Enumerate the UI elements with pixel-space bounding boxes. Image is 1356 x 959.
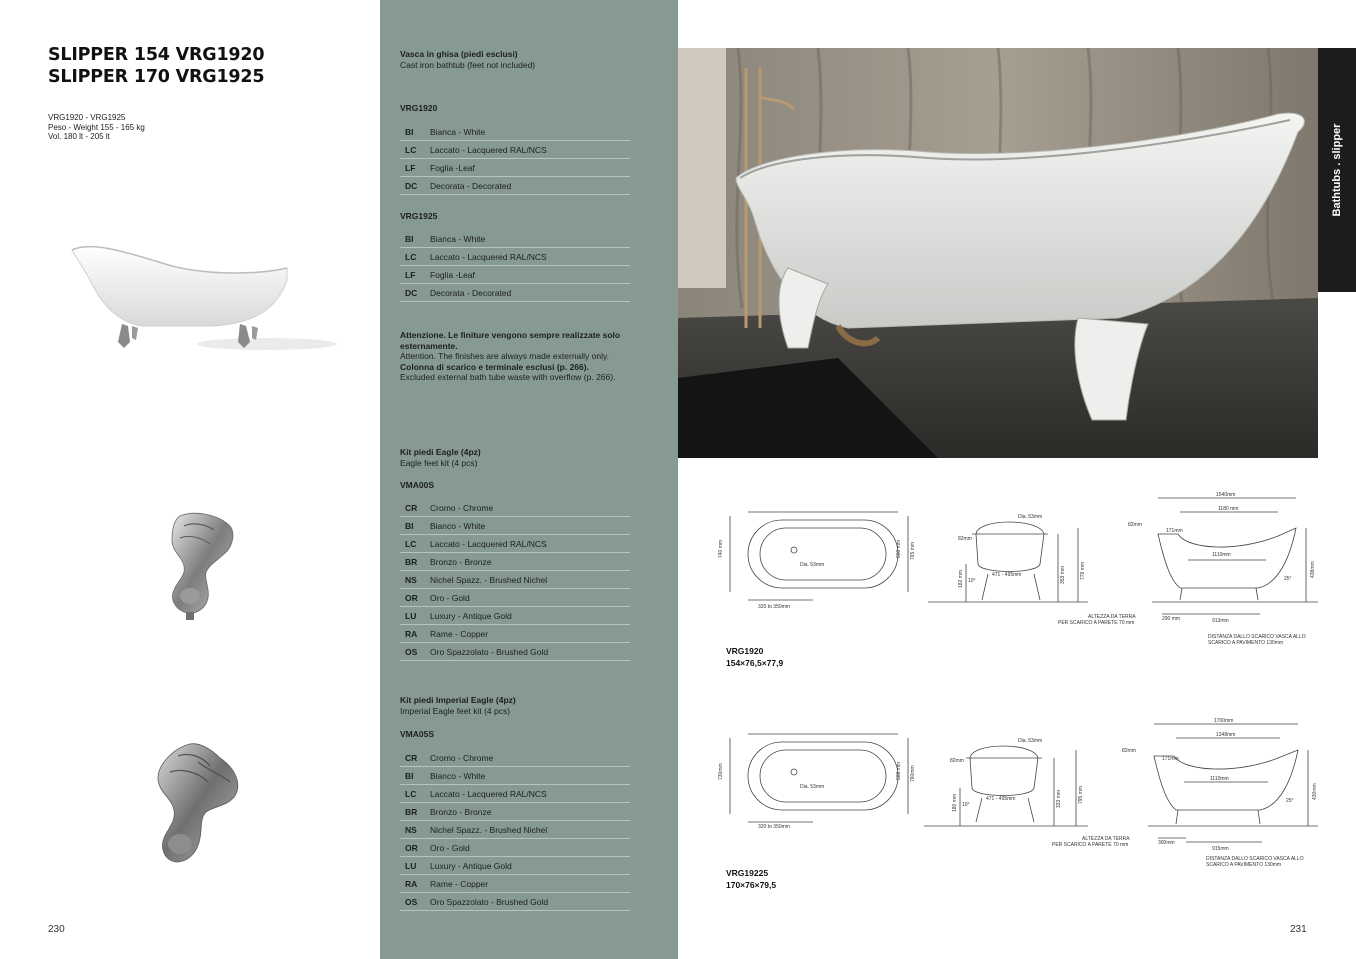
dim-side-length: 1540mm [1216,492,1236,498]
dim-side-171: 171mm [1166,528,1183,534]
list-item: DC Decorata - Decorated [400,284,630,302]
title-line-2: SLIPPER 170 VRG1925 [48,67,265,87]
drawing-size: 170×76×79,5 [726,880,777,890]
dim-end-h2: 333 mm [1056,789,1062,808]
list-item: BI Bianca - White [400,230,630,248]
dim-end-feet: 471 - 495mm [986,796,1016,802]
list-item: NS Nichel Spazz. - Brushed Nichel [400,571,630,589]
section-side-tab [1318,48,1356,292]
dim-end-h3: 795 mm [1078,785,1084,804]
dim-side-rim: 82mm [1128,522,1142,528]
tub-code-vrg1920: VRG1920 [400,103,438,113]
title-line-1: SLIPPER 154 VRG1920 [48,45,265,65]
list-item: BI Bianco - White [400,517,630,535]
list-item: DC Decorata - Decorated [400,177,630,195]
dim-side-height: 430mm [1312,783,1318,800]
kit-code-vma05s: VMA05S [400,729,435,739]
dim-end-h1: 182 mm [958,569,964,588]
dim-side-inner: 1348mm [1216,732,1236,738]
dim-side-height: 438mm [1310,561,1316,578]
list-item: BR Bronzo - Bronze [400,553,630,571]
list-item: LF Foglia -Leaf [400,159,630,177]
technical-drawing-vrg19225 [718,714,1318,874]
dim-tap-range: 320 to 350mm [758,604,790,610]
product-specs [48,113,145,142]
drawing-label-vrg19225 [726,867,776,891]
dim-top-width: 740 mm [718,539,724,558]
dim-waste-diameter: Dia. 53mm [800,562,825,568]
list-item: OR Oro - Gold [400,589,630,607]
list-item: CR Cromo - Chrome [400,499,630,517]
dim-waste-diameter: Dia. 53mm [800,784,825,790]
imperial-eagle-foot-image [150,740,244,870]
technical-drawing-vrg1920 [718,488,1318,658]
drawing-label-vrg1920 [726,645,783,669]
note-floor-1: ALTEZZA DA TERRA [1082,836,1130,842]
note-drain-2: SCARICO A PAVIMENTO 130mm [1206,862,1282,868]
list-item: BI Bianca - White [400,123,630,141]
dim-end-h2: 353 mm [1060,565,1066,584]
kit-code-vma00s: VMA00S [400,480,435,490]
list-item: LU Luxury - Antique Gold [400,857,630,875]
dim-side-rim: 82mm [1122,748,1136,754]
dim-side-length: 1700mm [1214,718,1234,724]
finishes-notice [400,330,630,383]
intro-it: Vasca in ghisa (piedi esclusi) [400,49,518,59]
page-number-right: 231 [1290,924,1307,935]
product-title [48,44,264,88]
dim-top-length-a: 600 mm [896,539,902,558]
dim-side-171: 171mm [1162,756,1179,762]
dim-side-angle: 25° [1284,576,1292,582]
finish-list-vrg1925 [400,230,630,302]
bathroom-photo [678,48,1318,458]
list-item: CR Cromo - Chrome [400,749,630,767]
list-item: LC Laccato - Lacquered RAL/NCS [400,248,630,266]
list-item: RA Rame - Copper [400,625,630,643]
dim-side-290: 290 mm [1162,616,1181,622]
list-item: LC Laccato - Lacquered RAL/NCS [400,535,630,553]
dim-end-top: 82mm [950,758,964,764]
dim-side-angle: 25° [1286,798,1294,804]
dim-end-h1: 180 mm [952,793,958,812]
list-item: LF Foglia -Leaf [400,266,630,284]
dim-end-feet: 471 - 495mm [992,572,1022,578]
dim-side-290: 300mm [1158,840,1175,846]
notice-warning-en: Attention. The finishes are always made externally only. [400,351,609,361]
dim-side-inner: 1180 mm [1218,506,1239,512]
note-drain-2: SCARICO A PAVIMENTO 130mm [1208,640,1284,646]
bathtub-thumbnail-image [62,232,352,362]
dim-top-length-b: 765 mm [910,541,916,560]
notice-warning-it: Attenzione. Le finiture vengono sempre realizzate solo esternamente. [400,330,621,351]
dim-end-waste: Dia. 53mm [1018,514,1043,520]
list-item: NS Nichel Spazz. - Brushed Nichel [400,821,630,839]
intro-en: Cast iron bathtub (feet not included) [400,59,536,70]
drawing-model: VRG19225 [726,868,769,878]
tub-code-vrg1925: VRG1925 [400,211,438,221]
note-drain-1: DISTANZA DALLO SCARICO VASCA ALLO [1208,634,1306,640]
finish-list-vrg1920 [400,123,630,195]
notice-waste-en: Excluded external bath tube waste with overflow (p. 266). [400,372,616,382]
dim-top-width: 730mm [718,763,724,780]
list-item: LU Luxury - Antique Gold [400,607,630,625]
list-item: BI Bianco - White [400,767,630,785]
notice-waste-it: Colonna di scarico e terminale esclusi (p. 266). [400,361,589,372]
note-floor-2: PER SCARICO A PARETE 70 mm [1058,620,1135,626]
list-item: OR Oro - Gold [400,839,630,857]
dim-end-angle: 10° [962,802,970,808]
dim-side-1110: 1110mm [1212,552,1231,558]
left-page [0,0,380,959]
eagle-kit-title: Kit piedi Eagle (4pz) Eagle feet kit (4 pcs) [400,447,481,468]
note-floor-2: PER SCARICO A PARETE 70 mm [1052,842,1129,848]
bathtub-intro [400,49,535,70]
list-item: LC Laccato - Lacquered RAL/NCS [400,785,630,803]
dim-side-1110: 1110mm [1210,776,1229,782]
list-item: BR Bronzo - Bronze [400,803,630,821]
list-item: RA Rame - Copper [400,875,630,893]
imperial-eagle-kit-title: Kit piedi Imperial Eagle (4pz) Imperial Eagle feet kit (4 pcs) [400,695,516,716]
note-drain-1: DISTANZA DALLO SCARICO VASCA ALLO [1206,856,1304,862]
eagle-foot-image [160,508,242,626]
dim-top-length-a: 608 mm [896,761,902,780]
right-page [678,0,1356,959]
list-item: OS Oro Spazzolato - Brushed Gold [400,893,630,911]
dim-tap-range: 320 to 350mm [758,824,790,830]
spec-weight: Peso - Weight 155 - 165 kg [48,122,145,132]
list-item: OS Oro Spazzolato - Brushed Gold [400,643,630,661]
finish-list-vma05s [400,749,630,911]
dim-end-top: 82mm [958,536,972,542]
note-floor-1: ALTEZZA DA TERRA [1088,614,1136,620]
drawing-size: 154×76,5×77,9 [726,658,784,668]
dim-end-h3: 779 mm [1080,561,1086,580]
dim-side-913: 915mm [1212,846,1229,852]
dim-end-angle: 10° [968,578,976,584]
spec-models: VRG1920 - VRG1925 [48,113,126,122]
list-item: LC Laccato - Lacquered RAL/NCS [400,141,630,159]
dim-end-waste: Dia. 53mm [1018,738,1043,744]
page-number-left: 230 [48,924,65,935]
dim-side-913: 913mm [1212,618,1229,624]
spec-volume: Vol. 180 lt - 205 lt [48,132,110,141]
side-tab-label: Bathtubs . slipper [1331,123,1343,217]
drawing-model: VRG1920 [726,646,764,656]
dim-top-length-b: 760mm [910,765,916,782]
finish-list-vma00s [400,499,630,661]
